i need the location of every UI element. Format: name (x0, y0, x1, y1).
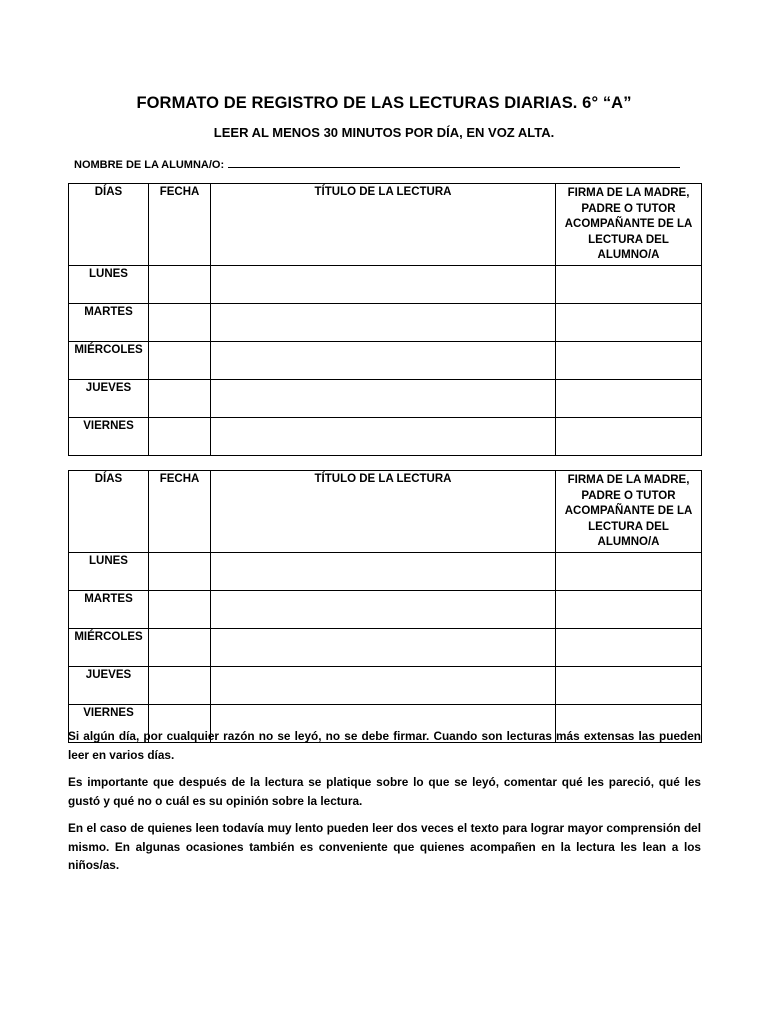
note-paragraph: En el caso de quienes leen todavía muy lento pueden leer dos veces el texto para lograr mayor comprensión del mismo. En algunas ocasiones también es conveniente que quienes acompañen en la lectura les lean a los niños/as. (68, 821, 701, 872)
reading-log-table-week-2 (68, 470, 702, 743)
signature-cell[interactable] (556, 667, 702, 705)
student-name-blank-line[interactable] (228, 156, 680, 168)
reading-title-cell[interactable] (211, 380, 556, 418)
date-cell[interactable] (149, 591, 211, 629)
signature-cell[interactable] (556, 553, 702, 591)
reading-title-cell[interactable] (211, 342, 556, 380)
signature-cell[interactable] (556, 304, 702, 342)
column-header-reading-title: TÍTULO DE LA LECTURA (211, 184, 556, 266)
column-header-days: DÍAS (69, 471, 149, 553)
signature-cell[interactable] (556, 591, 702, 629)
page-title: FORMATO DE REGISTRO DE LAS LECTURAS DIARIAS. 6° “A” (136, 94, 632, 112)
reading-title-cell[interactable] (211, 591, 556, 629)
column-header-days: DÍAS (69, 184, 149, 266)
reading-title-cell[interactable] (211, 667, 556, 705)
signature-cell[interactable] (556, 342, 702, 380)
date-cell[interactable] (149, 553, 211, 591)
reading-log-table-week-1 (68, 183, 702, 456)
student-name-field[interactable] (74, 156, 680, 171)
table-row (69, 380, 702, 418)
date-cell[interactable] (149, 667, 211, 705)
reading-title-cell[interactable] (211, 629, 556, 667)
reading-title-cell[interactable] (211, 418, 556, 456)
table-row (69, 304, 702, 342)
table-header-row (69, 471, 702, 553)
day-label-friday: VIERNES (69, 418, 149, 456)
date-cell[interactable] (149, 304, 211, 342)
column-header-signature: FIRMA DE LA MADRE, PADRE O TUTOR ACOMPAÑANTE DE LA LECTURA DEL ALUMNO/A (556, 471, 702, 553)
day-label-monday: LUNES (69, 266, 149, 304)
note-paragraph: Es importante que después de la lectura se platique sobre lo que se leyó, comentar qué les pareció, qué les gustó y qué no o cuál es su opinión sobre la lectura. (68, 775, 701, 808)
signature-cell[interactable] (556, 266, 702, 304)
day-label-wednesday: MIÉRCOLES (69, 629, 149, 667)
reading-title-cell[interactable] (211, 304, 556, 342)
reading-title-cell[interactable] (211, 553, 556, 591)
column-header-date: FECHA (149, 471, 211, 553)
table-row (69, 418, 702, 456)
date-cell[interactable] (149, 629, 211, 667)
page-subtitle: LEER AL MENOS 30 MINUTOS POR DÍA, EN VOZ ALTA. (213, 125, 555, 140)
reading-title-cell[interactable] (211, 266, 556, 304)
student-name-label: NOMBRE DE LA ALUMNA/O: (74, 159, 225, 171)
day-label-monday: LUNES (69, 553, 149, 591)
table-row (69, 667, 702, 705)
table-header-row (69, 184, 702, 266)
day-label-thursday: JUEVES (69, 380, 149, 418)
date-cell[interactable] (149, 342, 211, 380)
signature-cell[interactable] (556, 380, 702, 418)
table-row (69, 629, 702, 667)
day-label-wednesday: MIÉRCOLES (69, 342, 149, 380)
day-label-tuesday: MARTES (69, 304, 149, 342)
note-paragraph: Si algún día, por cualquier razón no se leyó, no se debe firmar. Cuando son lecturas más extensas las pueden leer en varios días. (68, 729, 701, 762)
date-cell[interactable] (149, 380, 211, 418)
column-header-signature: FIRMA DE LA MADRE, PADRE O TUTOR ACOMPAÑANTE DE LA LECTURA DEL ALUMNO/A (556, 184, 702, 266)
date-cell[interactable] (149, 418, 211, 456)
column-header-reading-title: TÍTULO DE LA LECTURA (211, 471, 556, 553)
signature-cell[interactable] (556, 418, 702, 456)
signature-cell[interactable] (556, 629, 702, 667)
table-row (69, 266, 702, 304)
instructions-notes (68, 727, 701, 884)
day-label-thursday: JUEVES (69, 667, 149, 705)
table-row (69, 553, 702, 591)
table-row (69, 591, 702, 629)
date-cell[interactable] (149, 266, 211, 304)
day-label-tuesday: MARTES (69, 591, 149, 629)
column-header-date: FECHA (149, 184, 211, 266)
table-row (69, 342, 702, 380)
day-label-friday: VIERNES (69, 705, 149, 743)
